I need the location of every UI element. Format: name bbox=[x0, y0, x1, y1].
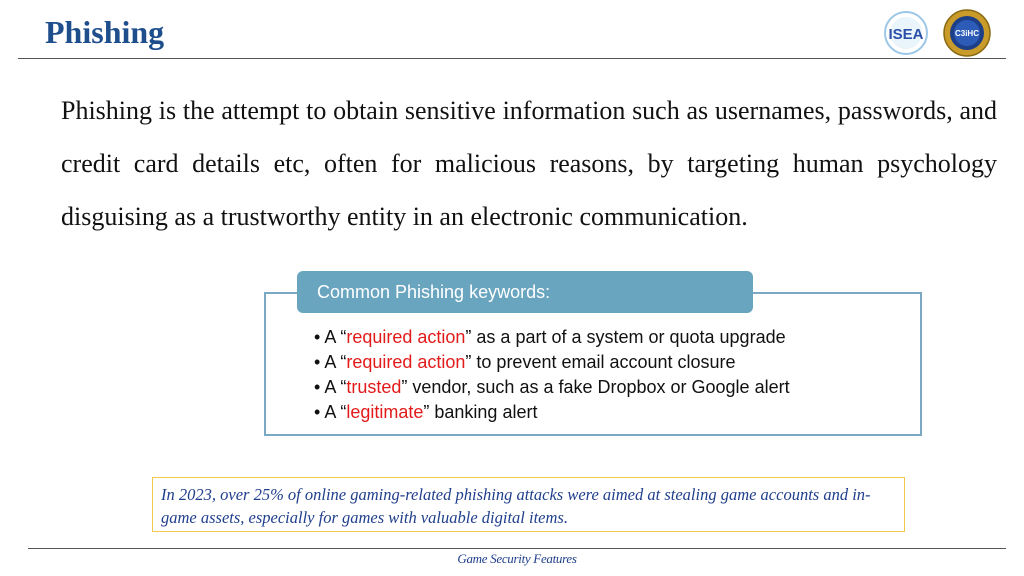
isea-logo-text: ISEA bbox=[888, 26, 924, 43]
keyword-item bbox=[314, 350, 790, 375]
keyword-suffix: ” vendor, such as a fake Dropbox or Google alert bbox=[401, 377, 790, 397]
keyword-highlight: legitimate bbox=[346, 402, 424, 422]
footer-divider bbox=[28, 548, 1006, 549]
stat-note: In 2023, over 25% of online gaming-related phishing attacks were aimed at stealing game accounts and in-game assets, especially for games with valuable digital items. bbox=[152, 477, 905, 532]
isea-logo bbox=[881, 11, 931, 55]
keywords-list bbox=[314, 325, 790, 425]
keyword-item bbox=[314, 375, 790, 400]
page-title: Phishing bbox=[45, 14, 165, 50]
definition-paragraph: Phishing is the attempt to obtain sensitive information such as usernames, passwords, and credit card details etc, often for malicious reasons, by targeting human psychology disguising as a trustworthy entity in an electronic communication. bbox=[61, 96, 997, 231]
bullet-icon: • bbox=[314, 377, 321, 397]
header-divider bbox=[18, 58, 1006, 59]
c3ihc-logo-text: C3iHC bbox=[954, 29, 980, 38]
keywords-box-header: Common Phishing keywords: bbox=[297, 271, 753, 313]
bullet-icon: • bbox=[314, 327, 321, 347]
keyword-prefix: A “ bbox=[324, 352, 347, 372]
c3ihc-logo bbox=[941, 9, 993, 57]
keyword-prefix: A “ bbox=[324, 402, 347, 422]
keyword-item bbox=[314, 325, 790, 350]
bullet-icon: • bbox=[314, 402, 321, 422]
footer-text: Game Security Features bbox=[457, 551, 577, 566]
bullet-icon: • bbox=[314, 352, 321, 372]
keyword-highlight: required action bbox=[346, 327, 466, 347]
keyword-prefix: A “ bbox=[324, 327, 347, 347]
keyword-prefix: A “ bbox=[324, 377, 347, 397]
keyword-suffix: ” to prevent email account closure bbox=[465, 352, 736, 372]
keyword-item bbox=[314, 400, 790, 425]
keyword-suffix: ” banking alert bbox=[423, 402, 538, 422]
keyword-highlight: required action bbox=[346, 352, 466, 372]
keyword-suffix: ” as a part of a system or quota upgrade bbox=[465, 327, 786, 347]
keyword-highlight: trusted bbox=[346, 377, 402, 397]
